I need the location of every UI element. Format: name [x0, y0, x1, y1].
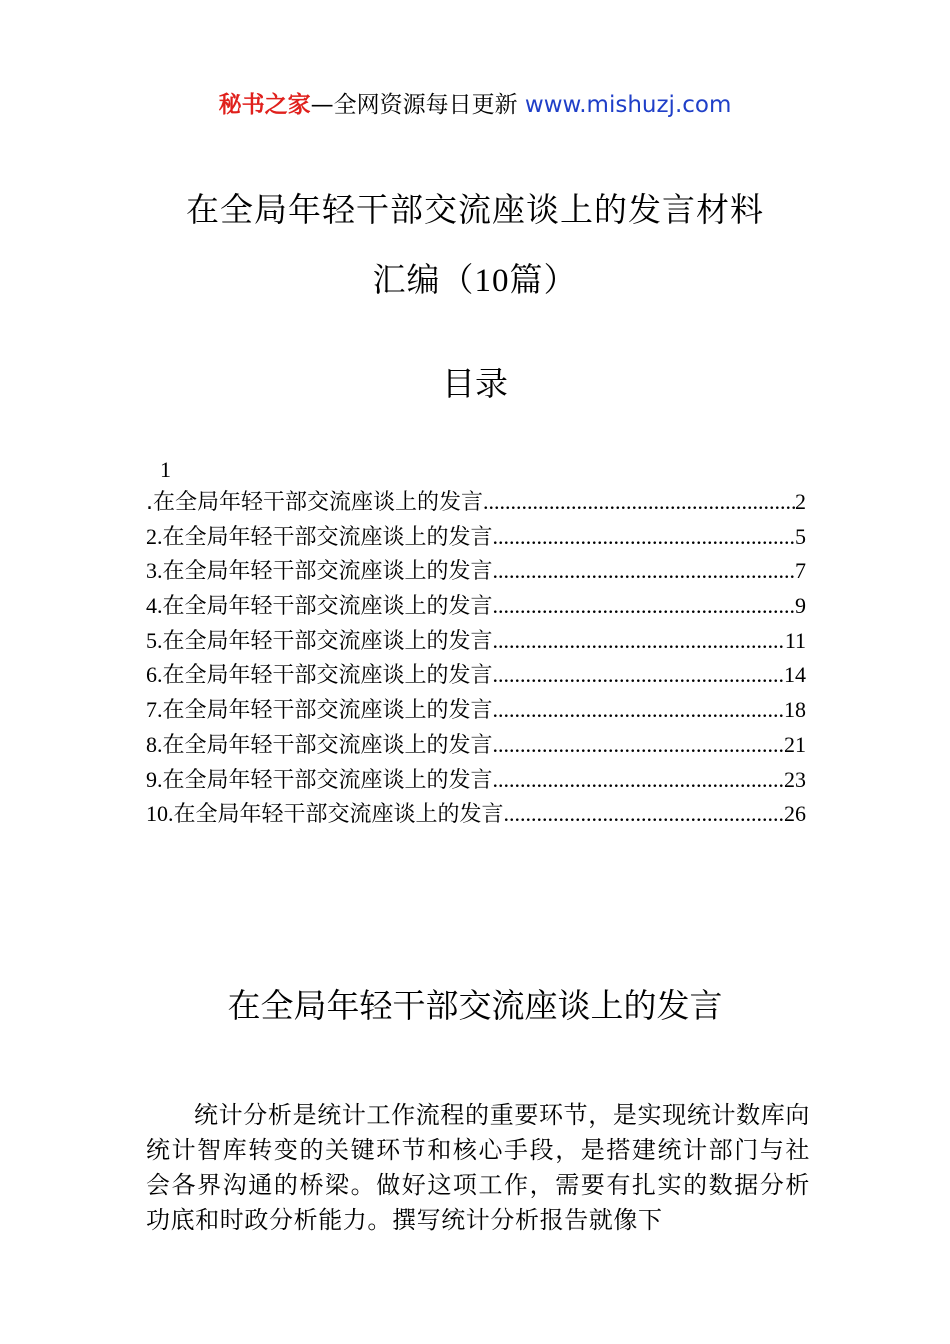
toc-dot-leader [493, 728, 784, 763]
toc-dot-leader [493, 589, 795, 624]
toc-dot-leader [493, 763, 784, 798]
toc-entry-page: 18 [784, 697, 806, 723]
body-paragraph: 统计分析是统计工作流程的重要环节，是实现统计数库向统计智库转变的关键环节和核心手段，是搭建统计部门与社会各界沟通的桥梁。做好这项工作，需要有扎实的数据分析功底和时政分析能力。撰写统计分析报告就像下 [146, 1101, 810, 1234]
toc-dot-leader [493, 520, 795, 555]
document-title-line-2 [0, 256, 950, 305]
toc-entry-number: 9. [146, 766, 163, 792]
header-dash: — [310, 92, 334, 118]
toc-entry-number: 5. [146, 627, 163, 653]
toc-entry-10[interactable] [146, 797, 806, 832]
toc-entry-page: 14 [784, 662, 806, 688]
toc-entry-label: 在全局年轻干部交流座谈上的发言 [162, 594, 493, 620]
site-header [0, 88, 950, 122]
toc-entry-7[interactable] [146, 693, 806, 728]
toc-entry-label: .在全局年轻干部交流座谈上的发言 [146, 490, 483, 515]
toc-entry-number: 3. [146, 558, 163, 584]
toc-entry-page: 7 [795, 558, 806, 584]
title-suffix: 篇） [509, 260, 578, 299]
toc-entry-number: 6. [146, 662, 163, 688]
toc-entry-8[interactable] [146, 728, 806, 763]
toc-entry-number: 10. [146, 801, 174, 827]
toc-entry-4[interactable] [146, 589, 806, 624]
toc-entry-page: 9 [795, 593, 806, 619]
toc-entry-label: 在全局年轻干部交流座谈上的发言 [162, 732, 493, 758]
toc-entry-page: 26 [784, 801, 806, 827]
toc-entry-label: 在全局年轻干部交流座谈上的发言 [162, 559, 493, 585]
toc-entry-9[interactable] [146, 763, 806, 798]
toc-entry-5[interactable] [146, 624, 806, 659]
header-brand: 秘书之家 [218, 92, 311, 118]
toc-entry-label: 在全局年轻干部交流座谈上的发言 [162, 698, 493, 724]
toc-dot-leader [504, 797, 784, 832]
toc-entry-number: 4. [146, 593, 163, 619]
toc-entry-1[interactable] [146, 485, 806, 520]
toc-entry-number: 7. [146, 697, 163, 723]
title-count: 10 [474, 263, 510, 299]
toc-entry-number: 8. [146, 731, 163, 757]
toc-entry-label: 在全局年轻干部交流座谈上的发言 [162, 767, 493, 793]
document-title-line-1: 在全局年轻干部交流座谈上的发言材料 [186, 190, 764, 229]
toc-lead-number: 1 [160, 457, 171, 482]
toc-entry-page: 23 [784, 766, 806, 792]
toc-entry-page: 11 [784, 627, 806, 653]
toc-heading: 目录 [442, 364, 508, 403]
toc-dot-leader [493, 658, 784, 693]
toc-dot-leader [483, 485, 795, 520]
toc-entry-number: 2. [146, 523, 163, 549]
toc-entry-3[interactable] [146, 554, 806, 589]
toc-entry-2[interactable] [146, 520, 806, 555]
toc-dot-leader [493, 693, 784, 728]
section-title: 在全局年轻干部交流座谈上的发言 [227, 986, 723, 1025]
toc-entry-label: 在全局年轻干部交流座谈上的发言 [162, 524, 493, 550]
toc-entry-label: 在全局年轻干部交流座谈上的发言 [173, 802, 504, 828]
header-tagline: 全网资源每日更新 [333, 92, 518, 118]
toc-entry-6[interactable] [146, 658, 806, 693]
toc-entry-page: 2 [795, 489, 806, 514]
header-url-link[interactable]: www.mishuzj.com [524, 92, 732, 118]
table-of-contents [146, 455, 806, 832]
title-prefix: 汇编（ [372, 260, 475, 299]
toc-dot-leader [493, 554, 795, 589]
toc-entry-label: 在全局年轻干部交流座谈上的发言 [162, 663, 493, 689]
toc-dot-leader [493, 624, 785, 659]
toc-entry-page: 21 [784, 731, 806, 757]
toc-entry-label: 在全局年轻干部交流座谈上的发言 [162, 628, 493, 654]
toc-entry-page: 5 [795, 523, 806, 549]
